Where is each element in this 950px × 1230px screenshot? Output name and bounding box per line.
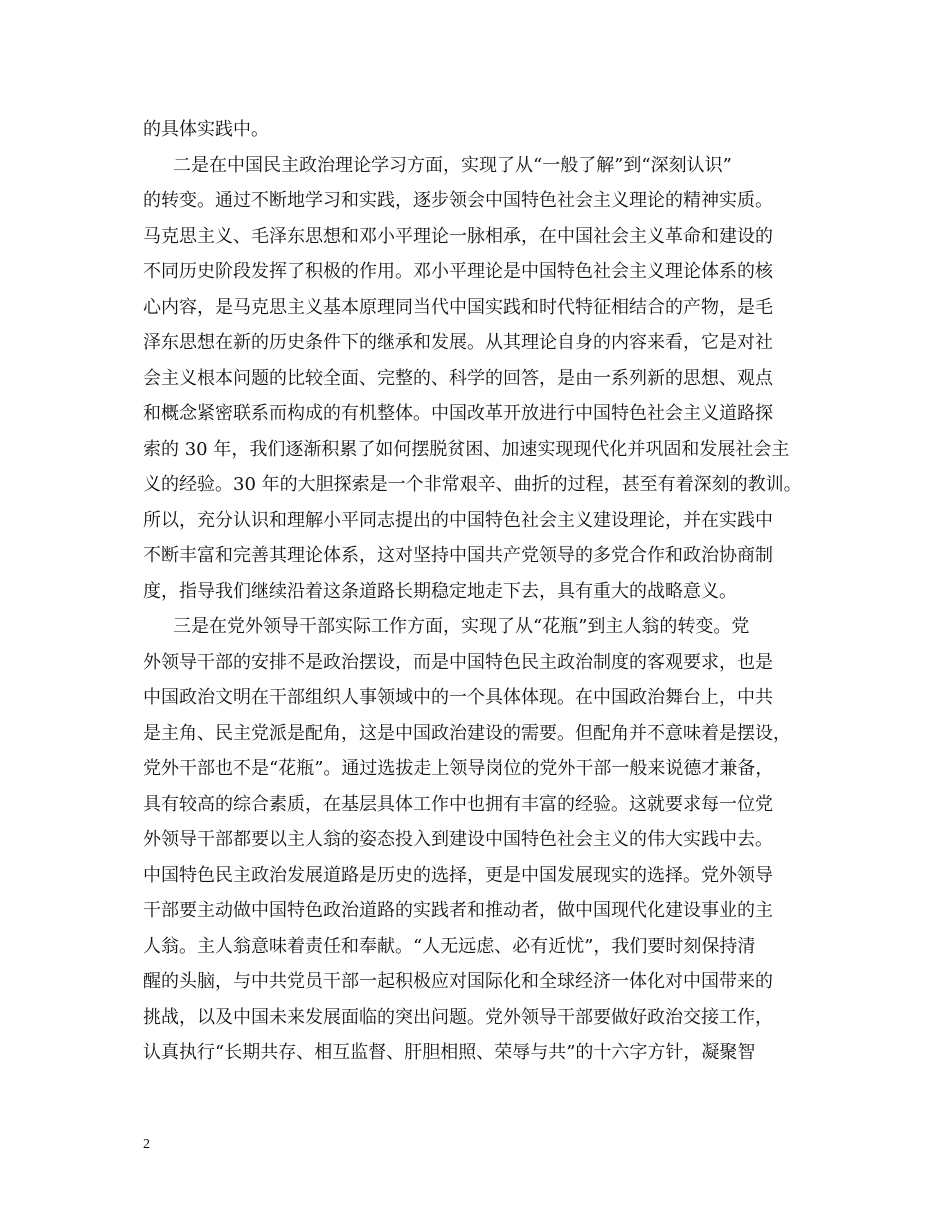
text-line: 醒的头脑，与中共党员干部一起积极应对国际化和全球经济一体化对中国带来的 [143,971,773,992]
text-line: 度，指导我们继续沿着这条道路长期稳定地走下去，具有重大的战略意义。 [143,580,737,602]
text-line: 认真执行“长期共存、相互监督、肝胆相照、荣辱与共”的十六字方针，凝聚智 [143,1042,756,1063]
text-line: 的转变。通过不断地学习和实践，逐步领会中国特色社会主义理论的精神实质。 [143,190,773,211]
text-line: 挑战，以及中国未来发展面临的突出问题。党外领导干部要做好政治交接工作， [143,1006,773,1028]
text-line: 不断丰富和完善其理论体系，这对坚持中国共产党领导的多党合作和政治协商制 [143,545,773,566]
text-line: 义的经验。30 年的大胆探索是一个非常艰辛、曲折的过程，甚至有着深刻的教训。 [143,474,802,495]
text-line: 中国政治文明在干部组织人事领域中的一个具体体现。在中国政治舞台上，中共 [143,687,773,708]
text-line: 人翁。主人翁意味着责任和奉献。“人无远虑、必有近忧”，我们要时刻保持清 [143,935,756,957]
paragraph-start-line: 三是在党外领导干部实际工作方面，实现了从“花瓶”到主人翁的转变。党 [173,616,750,637]
text-line: 外领导干部都要以主人翁的姿态投入到建设中国特色社会主义的伟大实践中去。 [143,829,773,850]
text-line: 中国特色民主政治发展道路是历史的选择，更是中国发展现实的选择。党外领导 [143,864,773,886]
text-line: 和概念紧密联系而构成的有机整体。中国改革开放进行中国特色社会主义道路探 [143,403,773,424]
body-text [143,112,813,1071]
text-line: 马克思主义、毛泽东思想和邓小平理论一脉相承，在中国社会主义革命和建设的 [143,225,773,247]
text-line: 会主义根本问题的比较全面、完整的、科学的回答，是由一系列新的思想、观点 [143,367,773,389]
text-line: 党外干部也不是“花瓶”。通过选拔走上领导岗位的党外干部一般来说德才兼备， [143,758,774,779]
text-line: 索的 30 年，我们逐渐积累了如何摆脱贫困、加速实现现代化并巩固和发展社会主 [143,438,790,460]
text-line: 外领导干部的安排不是政治摆设，而是中国特色民主政治制度的客观要求，也是 [143,651,773,673]
text-line: 干部要主动做中国特色政治道路的实践者和推动者，做中国现代化建设事业的主 [143,900,773,921]
page-number: 2 [143,1137,150,1152]
paragraph-start-line: 二是在中国民主政治理论学习方面，实现了从“一般了解”到“深刻认识” [173,154,732,176]
text-line: 的具体实践中。 [143,119,269,140]
text-line: 泽东思想在新的历史条件下的继承和发展。从其理论自身的内容来看，它是对社 [143,332,773,353]
text-line: 具有较高的综合素质，在基层具体工作中也拥有丰富的经验。这就要求每一位党 [143,793,773,815]
text-line: 心内容，是马克思主义基本原理同当代中国实践和时代特征相结合的产物，是毛 [143,296,773,318]
text-line: 所以，充分认识和理解小平同志提出的中国特色社会主义建设理论，并在实践中 [143,509,773,531]
text-line: 是主角、民主党派是配角，这是中国政治建设的需要。但配角并不意味着是摆设， [143,722,791,744]
text-line: 不同历史阶段发挥了积极的作用。邓小平理论是中国特色社会主义理论体系的核 [143,261,773,282]
